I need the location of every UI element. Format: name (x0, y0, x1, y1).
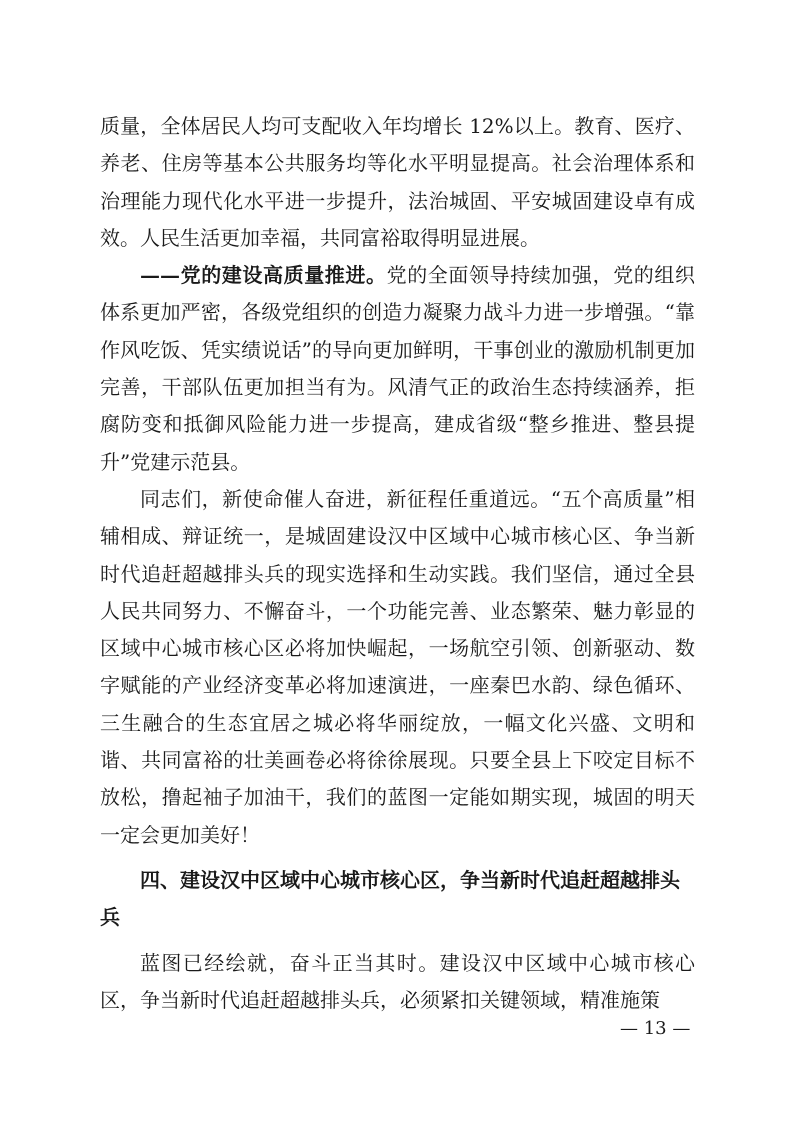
document-body (100, 108, 695, 1019)
paragraph-2 (100, 257, 695, 481)
paragraph-1: 质量，全体居民人均可支配收入年均增长 12%以上。教育、医疗、养老、住房等基本公共服务均等化水平明显提高。社会治理体系和治理能力现代化水平进一步提升，法治城固、平安城固建设卓有成效。人民生活更加幸福，共同富裕取得明显进展。 (100, 114, 695, 250)
paragraph-2-text: 党的全面领导持续加强，党的组织体系更加严密，各级党组织的创造力凝聚力战斗力进一步增强。“靠作风吃饭、凭实绩说话”的导向更加鲜明，干事创业的激励机制更加完善，干部队伍更加担当有为。风清气正的政治生态持续涵养，拒腐防变和抵御风险能力进一步提高，建成省级“整乡推进、整县提升”党建示范县。 (100, 263, 696, 474)
page-number: — 13 — (620, 1018, 691, 1039)
section-heading: 四、建设汉中区域中心城市核心区，争当新时代追赶超越排头兵 (100, 867, 680, 930)
paragraph-3: 同志们，新使命催人奋进，新征程任重道远。“五个高质量”相辅相成、辩证统一，是城固建设汉中区域中心城市核心区、争当新时代追赶超越排头兵的现实选择和生动实践。我们坚信，通过全县人民共同努力、不懈奋斗，一个功能完善、业态繁荣、魅力彰显的区域中心城市核心区必将加快崛起，一场航空引领、创新驱动、数字赋能的产业经济变革必将加速演进，一座秦巴水韵、绿色循环、三生融合的生态宜居之城必将华丽绽放，一幅文化兴盛、文明和谐、共同富裕的壮美画卷必将徐徐展现。只要全县上下咬定目标不放松，撸起袖子加油干，我们的蓝图一定能如期实现，城固的明天一定会更加美好！ (100, 486, 695, 847)
paragraph-2-lead: ——党的建设高质量推进。 (140, 263, 387, 288)
paragraph-4: 蓝图已经绘就，奋斗正当其时。建设汉中区域中心城市核心区，争当新时代追赶超越排头兵，必须紧扣关键领域，精准施策 (100, 950, 695, 1012)
